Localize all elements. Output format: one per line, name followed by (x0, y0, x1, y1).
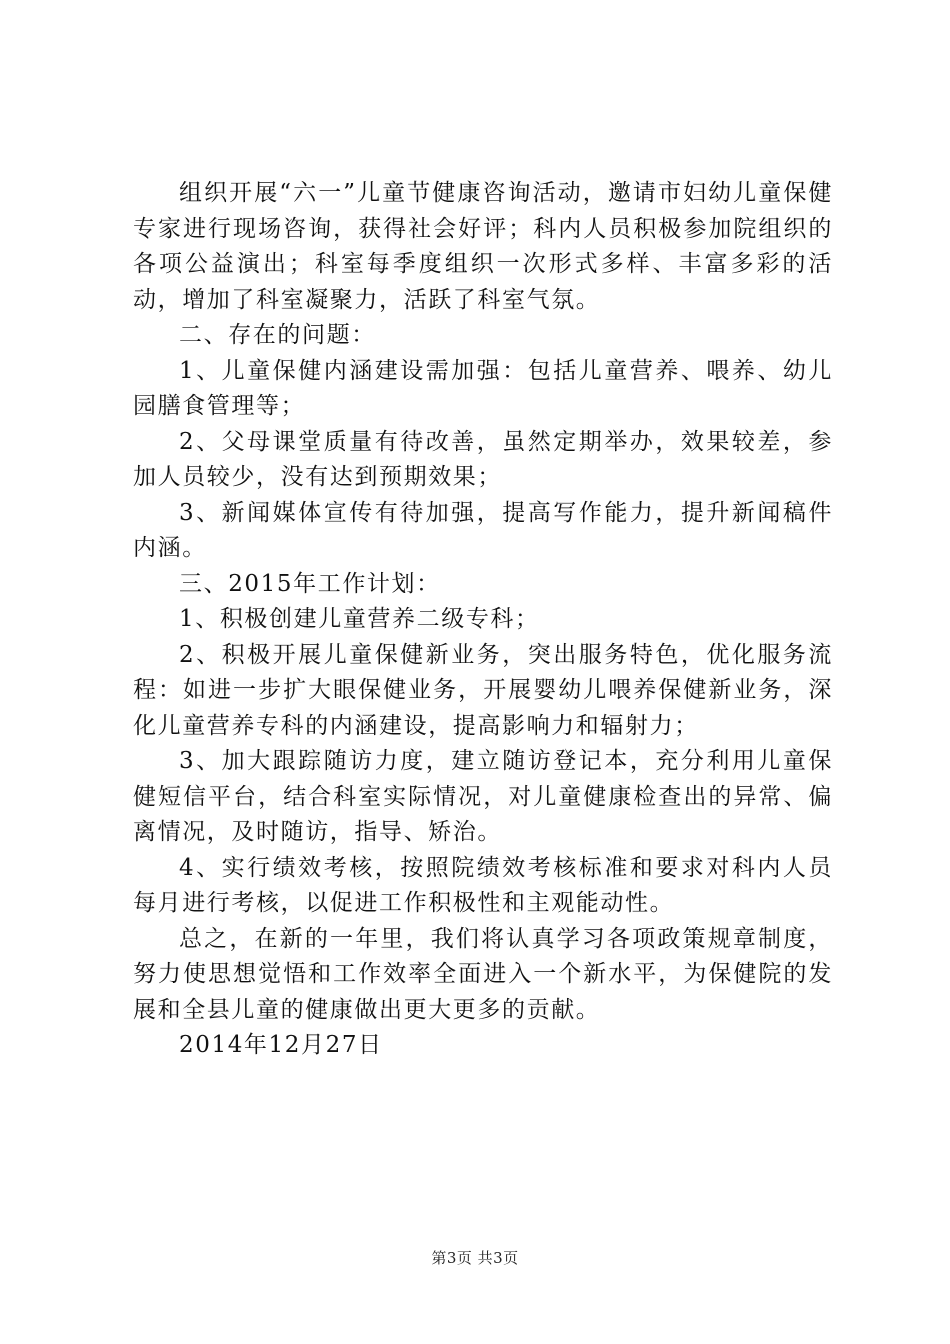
heading-work-plan: 三、2015年工作计划： (179, 570, 441, 597)
document-body (133, 176, 833, 1064)
problem-item-1: 1、儿童保健内涵建设需加强：包括儿童营养、喂养、幼儿园膳食管理等； (133, 357, 833, 419)
plan-item-3: 3、加大跟踪随访力度，建立随访登记本，充分利用儿童保健短信平台，结合科室实际情况，对儿童健康检查出的异常、偏离情况，及时随访，指导、矫治。 (133, 748, 833, 845)
paragraph-conclusion: 总之，在新的一年里，我们将认真学习各项政策规章制度，努力使思想觉悟和工作效率全面进入一个新水平，为保健院的发展和全县儿童的健康做出更大更多的贡献。 (133, 925, 833, 1023)
plan-item-4: 4、实行绩效考核，按照院绩效考核标准和要求对科内人员每月进行考核，以促进工作积极性和主观能动性。 (133, 854, 833, 916)
problem-item-3: 3、新闻媒体宣传有待加强，提高写作能力，提升新闻稿件内涵。 (133, 499, 833, 561)
plan-item-1: 1、积极创建儿童营养二级专科； (179, 606, 540, 632)
heading-existing-problems: 二、存在的问题： (179, 322, 376, 348)
paragraph-activities: 组织开展“六一”儿童节健康咨询活动，邀请市妇幼儿童保健专家进行现场咨询，获得社会好评；科内人员积极参加院组织的各项公益演出；科室每季度组织一次形式多样、丰富多彩的活动，增加了科室凝聚力，活跃了科室气氛。 (133, 180, 833, 313)
problem-item-2: 2、父母课堂质量有待改善，虽然定期举办，效果较差，参加人员较少，没有达到预期效果； (133, 428, 833, 490)
plan-item-2: 2、积极开展儿童保健新业务，突出服务特色，优化服务流程：如进一步扩大眼保健业务，开展婴幼儿喂养保健新业务，深化儿童营养专科的内涵建设，提高影响力和辐射力； (133, 641, 833, 739)
page-footer: 第3页 共3页 (431, 1249, 519, 1267)
document-date: 2014年12月27日 (179, 1032, 383, 1058)
